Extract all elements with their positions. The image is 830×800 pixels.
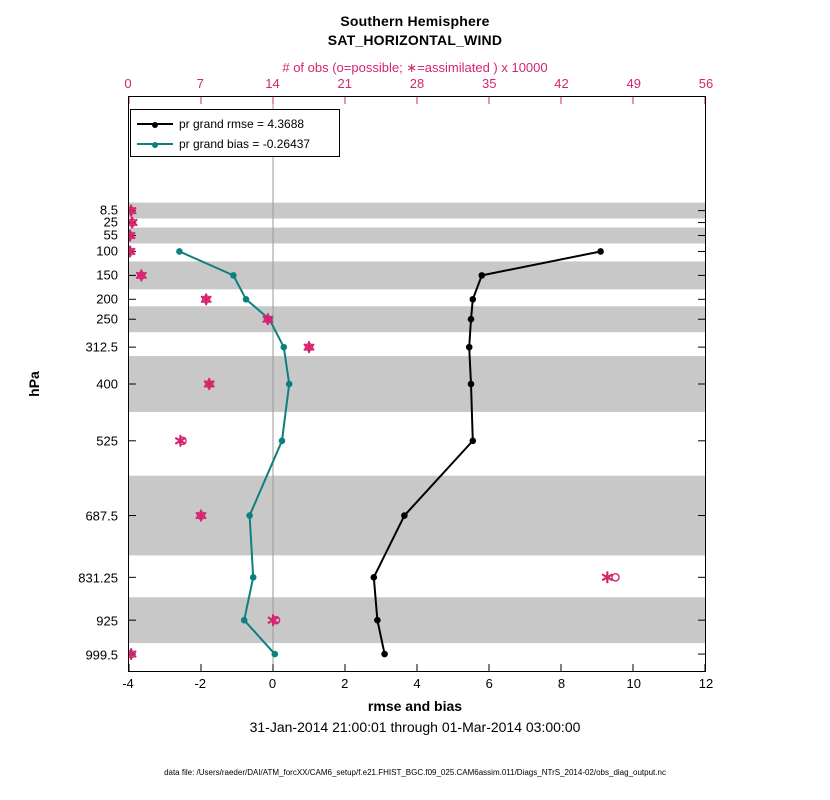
x-axis-top-tick-label: 14 <box>265 76 280 91</box>
y-axis-tick-label: 831.25 <box>78 570 118 586</box>
x-axis-top-tick-label: 7 <box>196 76 204 91</box>
x-axis-top-tick-label: 35 <box>482 76 497 91</box>
y-axis-tick-label: 925 <box>96 613 118 629</box>
y-axis-tick-label: 200 <box>96 291 118 307</box>
y-axis-tick-label: 150 <box>96 267 118 283</box>
y-axis-tick-label: 687.5 <box>85 508 118 524</box>
x-axis-top-tick-label: 42 <box>554 76 569 91</box>
x-axis-top-tick-label: 28 <box>409 76 425 91</box>
plot-area <box>128 96 706 672</box>
y-axis-tick-label: 312.5 <box>85 339 118 355</box>
x-axis-bottom-tick-label: 0 <box>268 676 277 691</box>
date-range-label: 31-Jan-2014 21:00:01 through 01-Mar-2014 03:00:00 <box>249 719 581 735</box>
x-axis-bottom-tick-label: -4 <box>122 676 134 691</box>
data-file-footer: data file: /Users/raeder/DAI/ATM_forcXX/CAM6_setup/f.e21.FHIST_BGC.f09_025.CAM6assim.011/Diags_NTrS_2014-02/obs_diag_output.nc <box>164 768 666 777</box>
x-axis-bottom-tick-label: 4 <box>413 676 421 691</box>
x-axis-top-tick-label: 0 <box>124 76 132 91</box>
x-axis-bottom-tick-label: 8 <box>557 676 566 691</box>
legend-swatch-rmse <box>137 123 173 125</box>
y-axis-tick-label: 8.5 <box>99 202 118 218</box>
chart-title-line1: Southern Hemisphere <box>340 13 490 29</box>
legend-item-rmse <box>137 115 304 133</box>
legend-item-bias <box>137 135 310 153</box>
top-axis-title: # of obs (o=possible; ∗=assimilated ) x 10000 <box>282 60 548 75</box>
y-axis-tick-label: 100 <box>96 243 118 259</box>
y-axis-tick-label: 25 <box>103 214 118 230</box>
legend-label-bias: pr grand bias = -0.26437 <box>179 137 311 151</box>
x-axis-bottom-tick-label: 2 <box>341 676 349 691</box>
legend <box>130 109 340 157</box>
x-axis-title: rmse and bias <box>367 698 463 714</box>
y-axis-tick-label: 525 <box>96 433 118 449</box>
x-axis-top-tick-label: 49 <box>626 76 641 91</box>
y-axis-tick-label: 999.5 <box>85 647 118 663</box>
plot-svg <box>129 97 705 671</box>
legend-label-rmse: pr grand rmse = 4.3688 <box>179 117 305 131</box>
y-axis-tick-label: 400 <box>96 376 118 392</box>
y-axis-tick-label: 55 <box>103 227 118 243</box>
x-axis-bottom-tick-label: 12 <box>698 676 714 691</box>
x-axis-bottom-tick-label: 10 <box>626 676 641 691</box>
y-axis-title: hPa <box>26 371 42 397</box>
x-axis-bottom-tick-label: -2 <box>194 676 207 691</box>
x-axis-top-tick-label: 21 <box>337 76 352 91</box>
y-axis-tick-label: 250 <box>96 311 118 327</box>
x-axis-bottom-tick-label: 6 <box>485 676 493 691</box>
chart-title <box>0 12 830 50</box>
x-axis-top-tick-label: 56 <box>698 76 714 91</box>
chart-title-line2: SAT_HORIZONTAL_WIND <box>327 32 503 48</box>
legend-swatch-bias <box>137 143 173 145</box>
